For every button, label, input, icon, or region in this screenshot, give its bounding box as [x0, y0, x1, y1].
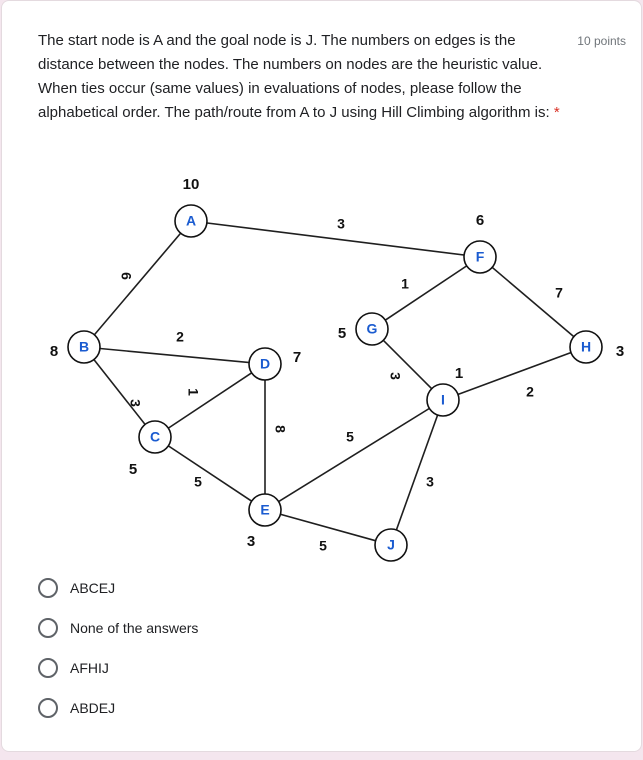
option-3[interactable]	[38, 695, 338, 721]
edge-BC	[84, 347, 155, 437]
edge-EI	[265, 400, 443, 510]
edge-weight-EI: 5	[346, 428, 354, 445]
edge-EJ	[265, 510, 391, 545]
edge-weight-IJ: 3	[426, 473, 434, 490]
edge-weight-CD: 1	[185, 388, 202, 396]
edge-IH	[443, 347, 586, 400]
question-text: The start node is A and the goal node is J. The numbers on edges is the distance between the nodes. The numbers on nodes are the heuristic value. When ties occur (same values) in evaluations of nodes, please follow the alphabetical order. The path/route from A to J using Hill Climbing algorithm is:	[38, 32, 550, 121]
node-heuristic-D: 7	[292, 348, 302, 366]
node-heuristic-I: 1	[454, 364, 464, 382]
edge-weight-CE: 5	[194, 473, 202, 490]
option-label: AFHIJ	[70, 660, 109, 676]
option-2[interactable]	[38, 655, 338, 681]
edge-CD	[155, 364, 265, 437]
node-heuristic-G: 5	[337, 324, 347, 342]
node-label-A: A	[185, 212, 197, 229]
node-label-G: G	[366, 320, 378, 337]
edge-FH	[480, 257, 586, 347]
node-label-C: C	[149, 428, 161, 445]
graph-diagram	[2, 1, 643, 571]
node-label-I: I	[441, 391, 445, 408]
edge-weight-EJ: 5	[319, 537, 327, 554]
edge-weight-GF: 1	[401, 275, 409, 292]
radio-button-icon[interactable]	[38, 658, 58, 678]
radio-button-icon[interactable]	[38, 578, 58, 598]
edge-weight-FH: 7	[555, 284, 563, 301]
node-heuristic-H: 3	[615, 342, 625, 360]
node-label-H: H	[580, 338, 592, 355]
edge-AB	[84, 221, 191, 347]
question-card	[1, 0, 642, 752]
option-label: None of the answers	[70, 620, 199, 636]
node-label-B: B	[78, 338, 90, 355]
node-heuristic-B: 8	[49, 342, 59, 360]
edge-weight-DE: 8	[272, 425, 289, 433]
edge-weight-GI: 3	[387, 372, 404, 380]
node-heuristic-F: 6	[475, 211, 485, 229]
edge-weight-AB: 6	[118, 272, 135, 280]
option-label: ABCEJ	[70, 580, 116, 596]
edge-BD	[84, 347, 265, 364]
node-heuristic-A: 10	[182, 175, 200, 193]
points-label: 10 points	[577, 34, 626, 48]
edge-IJ	[391, 400, 443, 545]
edge-GF	[372, 257, 480, 329]
node-label-D: D	[259, 355, 271, 372]
node-label-F: F	[475, 248, 485, 265]
node-heuristic-E: 3	[246, 532, 256, 550]
option-1[interactable]	[38, 615, 338, 641]
edge-weight-BC: 3	[127, 399, 144, 407]
option-label: ABDEJ	[70, 700, 116, 716]
radio-button-icon[interactable]	[38, 698, 58, 718]
node-heuristic-C: 5	[128, 460, 138, 478]
option-0[interactable]	[38, 575, 338, 601]
edge-AF	[191, 221, 480, 257]
edge-weight-AF: 3	[337, 215, 345, 232]
edge-weight-BD: 2	[176, 328, 184, 345]
radio-button-icon[interactable]	[38, 618, 58, 638]
edge-CE	[155, 437, 265, 510]
node-label-J: J	[387, 536, 395, 553]
node-label-E: E	[260, 501, 270, 518]
edge-weight-IH: 2	[526, 383, 534, 400]
required-asterisk: *	[553, 104, 560, 121]
